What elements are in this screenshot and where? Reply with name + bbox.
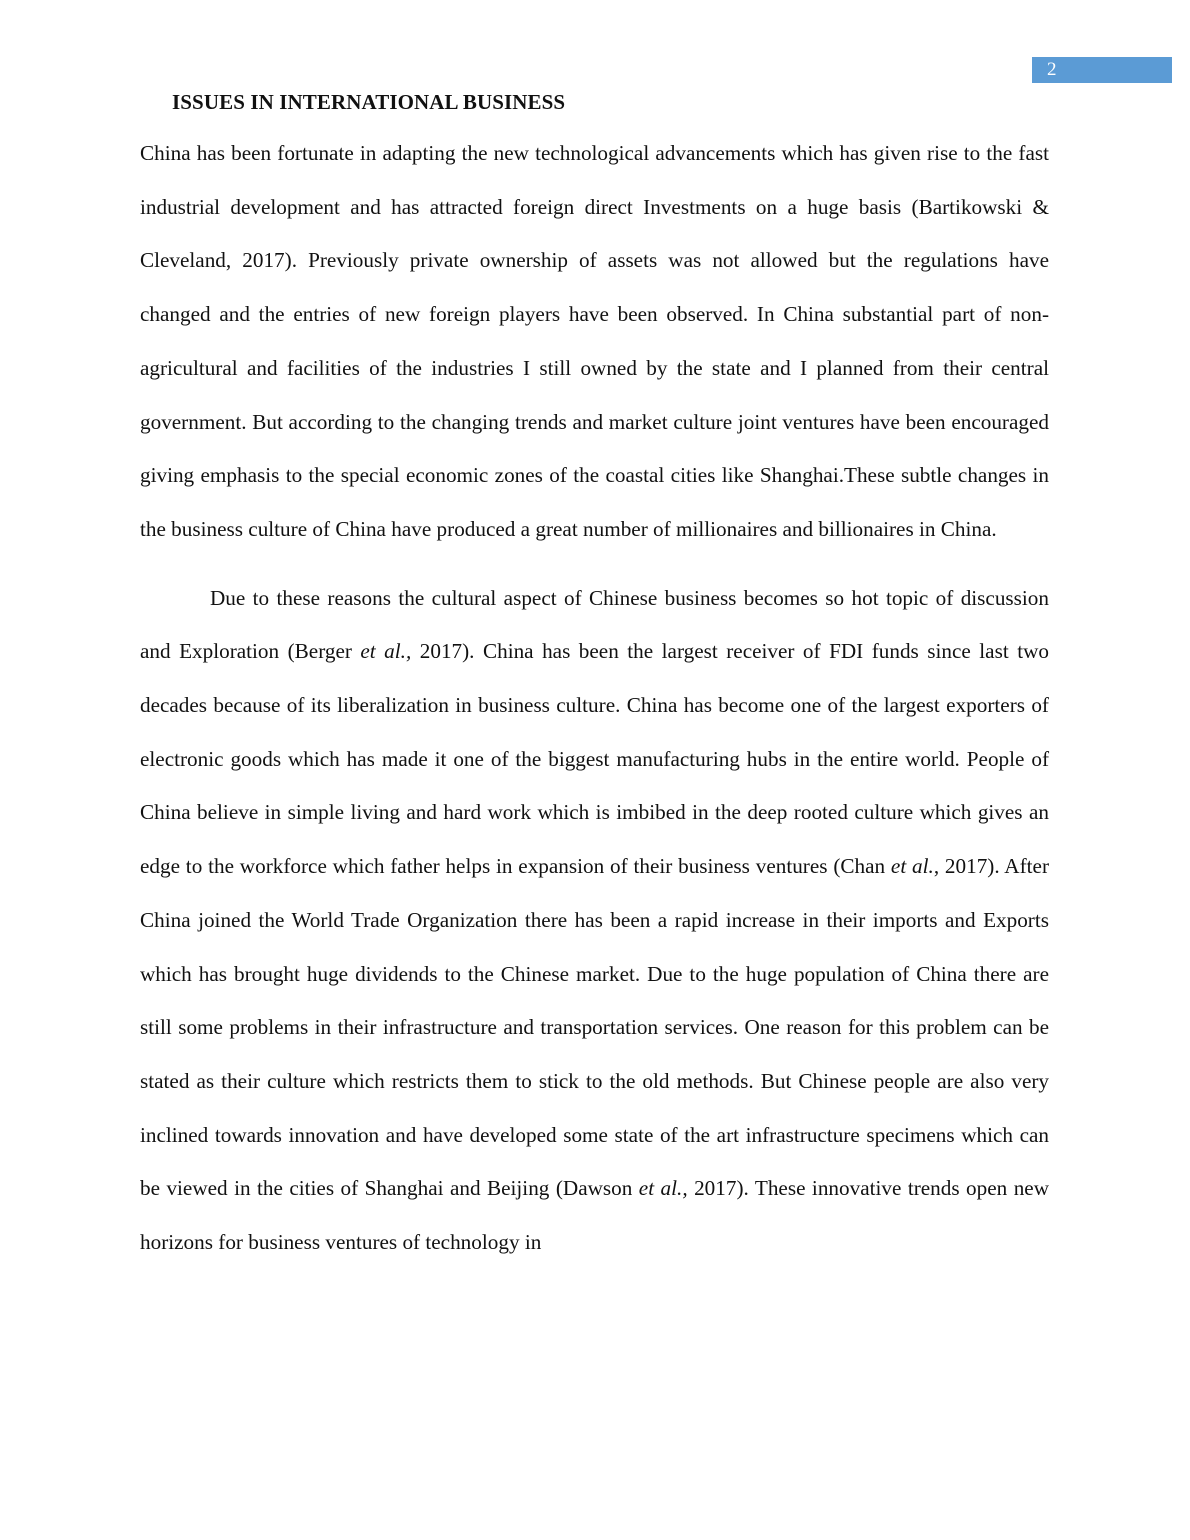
paragraph-2-text-4: 2017). These innovative trends open new horizons for business ventures of technology in (140, 1176, 1049, 1255)
paragraph-1: China has been fortunate in adapting the new technological advancements which has given rise to the fast industrial development and has attracted foreign direct Investments on a huge basis (Bartikowski & Cleveland, 2017). Previously private ownership of assets was not allowed but the regulations have changed and the entries of new foreign players have been observed. In China substantial part of non-agricultural and facilities of the industries I still owned by the state and I planned from their central government. But according to the changing trends and market culture joint ventures have been encouraged giving emphasis to the special economic zones of the coastal cities like Shanghai.These subtle changes in the business culture of China have produced a great number of millionaires and billionaires in China. (140, 141, 1049, 541)
page-number-badge (1032, 57, 1172, 83)
citation-et-al-1: et al., (360, 639, 412, 664)
paragraph-2-text-3: , 2017). After China joined the World Trade Organization there has been a rapid increase in their imports and Exports which has brought huge dividends to the Chinese market. Due to the huge population of China there are still some problems in their infrastructure and transportation services. One reason for this problem can be stated as their culture which restricts them to stick to the old methods. But Chinese people are also very inclined towards innovation and have developed some state of the art infrastructure specimens which can be viewed in the cities of Shanghai and Beijing (Dawson (140, 854, 1049, 1201)
running-header-title: ISSUES IN INTERNATIONAL BUSINESS (172, 90, 566, 114)
paragraph-2-text-1: Due to these reasons the cultural aspect of Chinese business becomes so hot topic of discussion and Exploration (Berger (140, 585, 1049, 664)
page-number: 2 (1047, 59, 1057, 80)
paragraph-2-text-2: 2017). China has been the largest receiver of FDI funds since last two decades because of its liberalization in business culture. China has become one of the largest exporters of electronic goods which has made it one of the biggest manufacturing hubs in the entire world. People of China believe in simple living and hard work which is imbibed in the deep rooted culture which gives an edge to the workforce which father helps in expansion of their business ventures (Chan (140, 639, 1049, 879)
paragraph-2 (140, 572, 1049, 1270)
citation-et-al-2: et al. (890, 854, 934, 879)
document-body (140, 127, 1049, 1270)
citation-et-al-3: et al., (638, 1176, 688, 1201)
